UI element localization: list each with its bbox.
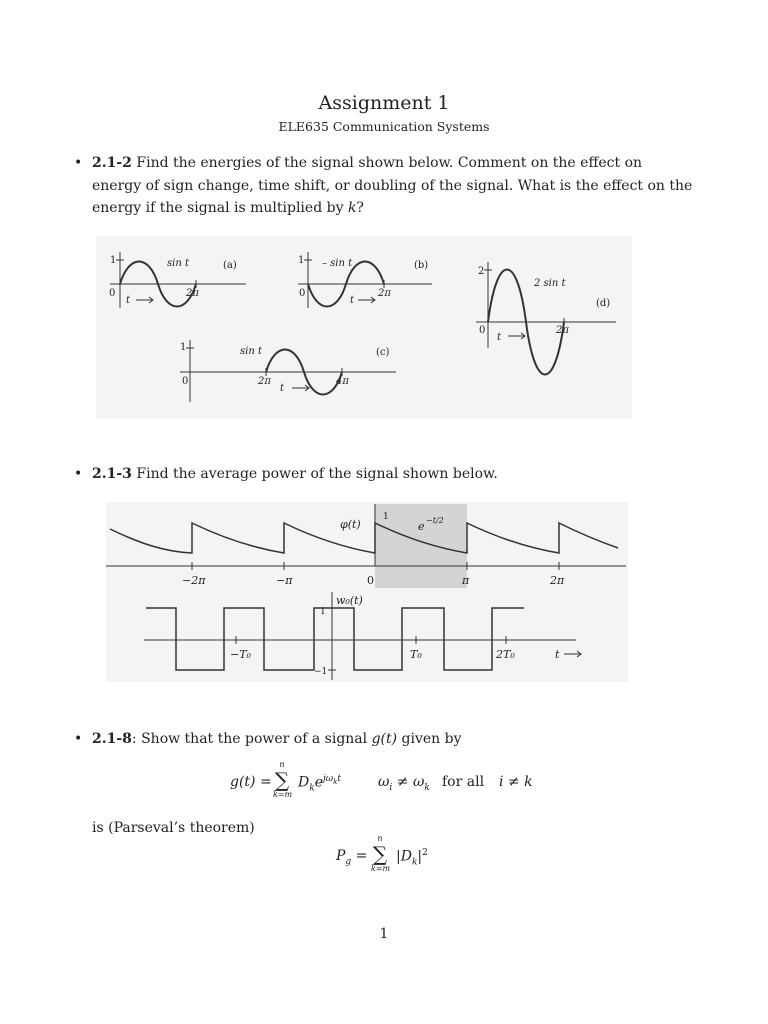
fig-b-axis: t: [350, 295, 355, 306]
parseval-text: is (Parseval’s theorem): [92, 820, 255, 836]
fig-b-tag: (b): [414, 260, 429, 271]
fig-b-label: – sin t: [322, 258, 353, 269]
eq1-sup-t: t: [337, 774, 342, 784]
eq1-condition: [378, 774, 430, 793]
fig-d-amp: 2: [478, 266, 485, 277]
eq1-condition-ik: i ≠ k: [499, 774, 533, 790]
fig-a-tag: (a): [223, 260, 237, 271]
fig-b-amp: 1: [298, 255, 305, 266]
problem-number: 2.1-2: [92, 155, 132, 171]
eq1-omega-k: ω: [412, 774, 425, 790]
eq2-term: [396, 848, 428, 867]
eq1-term: [298, 774, 341, 793]
problem-variable: k: [347, 200, 357, 216]
w0-minus-one: −1: [314, 667, 328, 677]
figure-power-signals: [106, 502, 628, 682]
equation-parseval-lhs: [336, 848, 367, 867]
fig-a-amp: 1: [110, 255, 117, 266]
eq2-equals: =: [351, 848, 368, 864]
problem-text: : Show that the power of a signal: [131, 731, 372, 747]
tick-T0: T₀: [410, 648, 422, 661]
problem-variable: g(t): [371, 731, 398, 747]
shaded-period: [375, 504, 467, 588]
tick-2pi: 2π: [550, 574, 565, 587]
tick-2T0: 2T₀: [496, 648, 515, 661]
problem-2-1-2: [74, 152, 694, 220]
eq1-D: D: [298, 774, 310, 791]
eq2-D: |D: [396, 848, 412, 865]
fig-c-amp: 1: [180, 342, 187, 353]
w0-axis-label: t: [555, 648, 560, 661]
exp-base: e: [418, 520, 425, 533]
eq1-sum-bottom: k=m: [273, 790, 293, 799]
eq2-square: 2: [422, 848, 428, 858]
problem-number: 2.1-8: [92, 731, 132, 747]
fig-c-tick2: 4π: [336, 376, 349, 387]
fig-d-tick: 2π: [556, 325, 569, 336]
tick-pi: π: [462, 574, 470, 587]
eq1-omega-k-sub: k: [424, 782, 430, 793]
fig-c-tag: (c): [376, 347, 390, 358]
problem-text: Find the energies of the signal shown below. Comment on the effect on energy of sign change, time shift, or doubling of the signal. What is the effect on the energy if the signal is multiplied by: [92, 155, 693, 216]
problem-number: 2.1-3: [92, 466, 132, 482]
fig-d-zero: 0: [479, 325, 486, 336]
eq1-e: e: [314, 774, 323, 791]
eq2-D-sub: k: [411, 857, 418, 868]
eq2-sum-top: n: [377, 834, 383, 843]
tick-neg2pi: −2π: [182, 574, 206, 587]
problem-text-end: ?: [356, 200, 364, 216]
equation-signal-sum: [230, 774, 272, 790]
eq1-forall: for all: [442, 774, 485, 790]
eq2-sum-bottom: k=m: [371, 864, 391, 873]
w0-label: w₀(t): [336, 594, 363, 607]
tick-zero: 0: [367, 574, 374, 587]
phi-waveform: [110, 523, 618, 553]
fig-d-tag: (d): [596, 298, 611, 309]
tick-negpi: −π: [276, 574, 293, 587]
exp-sup: −t/2: [426, 516, 444, 525]
fig-a-tick: 2π: [186, 288, 199, 299]
figure-sine-signals: [96, 236, 632, 419]
w0-plus-one: 1: [320, 607, 326, 617]
fig-c-tick1: 2π: [258, 376, 271, 387]
eq1-omega-i: ω: [378, 774, 390, 790]
problem-2-1-8: [74, 728, 694, 751]
eq1-D-sub: k: [309, 783, 315, 794]
fig-d-label: 2 sin t: [534, 278, 566, 289]
w0-waveform: [146, 608, 524, 670]
page-subtitle: ELE635 Communication Systems: [278, 119, 490, 134]
fig-a-zero: 0: [109, 288, 116, 299]
tick-negT0: −T₀: [230, 648, 251, 661]
bullet-icon: •: [74, 731, 83, 747]
bullet-icon: •: [74, 155, 83, 171]
fig-a-label: sin t: [167, 258, 189, 269]
eq2-P-sub: g: [345, 856, 352, 867]
fig-b-tick: 2π: [378, 288, 391, 299]
eq1-sigma: n ∑ k=m: [273, 760, 293, 799]
fig-b-zero: 0: [299, 288, 306, 299]
eq1-omega-i-sub: i: [389, 782, 393, 793]
fig-c-zero: 0: [182, 376, 189, 387]
phi-peak: 1: [383, 512, 389, 522]
eq2-bar: |: [417, 848, 423, 865]
phi-label: φ(t): [340, 518, 361, 531]
problem-2-1-3: [74, 463, 694, 486]
eq1-sup-sub: k: [333, 777, 338, 786]
eq1-sum-top: n: [279, 760, 285, 769]
fig-c-axis: t: [280, 383, 285, 394]
fig-a-axis: t: [126, 295, 131, 306]
page-number: 1: [379, 926, 389, 942]
eq2-sigma: n ∑ k=m: [371, 834, 391, 873]
eq1-neq: ≠: [392, 774, 413, 790]
problem-text: Find the average power of the signal shown below.: [131, 466, 498, 482]
eq1-sup: jω: [323, 774, 334, 784]
page-title: Assignment 1: [318, 92, 450, 114]
bullet-icon: •: [74, 466, 83, 482]
fig-d-axis: t: [497, 332, 502, 343]
eq2-P: P: [336, 848, 346, 864]
eq1-lhs: g(t) =: [230, 774, 272, 790]
problem-text-end: given by: [397, 731, 462, 747]
fig-c-label: sin t: [240, 346, 262, 357]
